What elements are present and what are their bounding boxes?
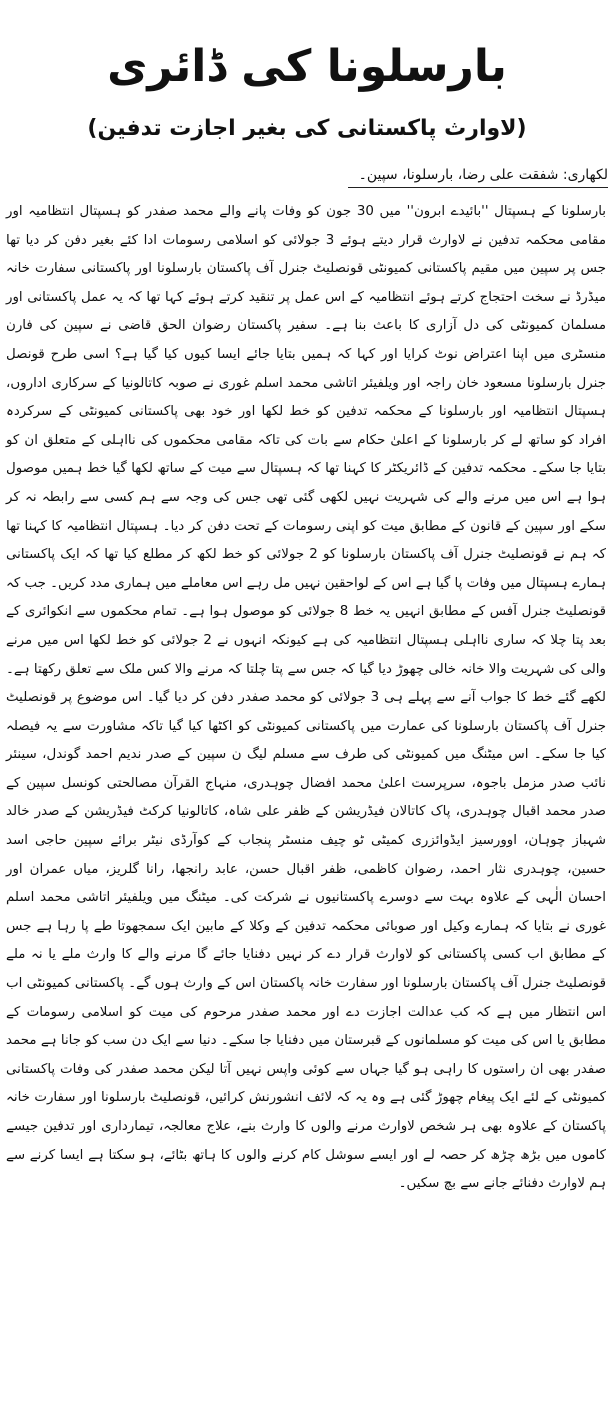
headline: بارسلونا کی ڈائری — [107, 41, 507, 93]
subheadline: (لاوارث پاکستانی کی بغیر اجازت تدفین) — [87, 116, 527, 142]
article-body — [6, 198, 606, 1199]
article-paragraph: بارسلونا کے ہسپتال ''بائیدے ابرون'' میں 30 جون کو وفات پانے والے محمد صفدر کو ہسپتال انتظامیہ اور مقامی محکمہ تدفین نے لاوارث قرار دیتے ہوئے 3 جولائی کو اسلامی رسومات ادا کئے بغیر دفن کر دیا تھا جس پر سپین میں مقیم پاکستانی کمیونٹی قونصلیٹ جنرل آف پاکستان بارسلونا اور پاکستانی سفارت خانہ میڈرڈ نے سخت احتجاج کرتے ہوئے انتظامیہ کے اس عمل پر تنقید کرتے ہوئے کہا تھا کہ یہ عمل پاکستانی اور مسلمان کمیونٹی کی دل آزاری کا باعث بنا ہے۔ سفیر پاکستان رضوان الحق قاضی نے سپین کی فارن منسٹری میں اپنا اعتراض نوٹ کرایا اور کہا کہ ہمیں بتایا جائے ایسا کیوں کیا گیا ہے؟ اسی طرح قونصل جنرل بارسلونا مسعود خان راجہ اور ویلفیئر اتاشی محمد اسلم غوری نے صوبہ کاتالونیا کے سرکاری اداروں، ہسپتال انتظامیہ اور بارسلونا کے محکمہ تدفین کو خط لکھا اور خود بھی پاکستانی کمیونٹی کے سرکردہ افراد کو ساتھ لے کر بارسلونا کے اعلیٰ حکام سے بات کی تاکہ مقامی محکموں کی نااہلی کے متعلق ان کو بتایا جا سکے۔ محکمہ تدفین کے ڈائریکٹر کا کہنا تھا کہ ہسپتال سے میت کے ساتھ لکھا گیا خط ہمیں موصول ہوا ہے اس میں مرنے والے کی شہریت نہیں لکھی گئی تھی جس کی وجہ سے ہم کسی سے رابطہ نہ کر سکے اور سپین کے قانون کے مطابق میت کو اپنی رسومات کے تحت دفن کر دیا۔ ہسپتال انتظامیہ کا کہنا تھا کہ ہم نے قونصلیٹ جنرل آف پاکستان بارسلونا کو 2 جولائی کو خط لکھ کر مطلع کیا تھا کہ ایک پاکستانی ہمارے ہسپتال میں وفات پا گیا ہے اس کے لواحقین نہیں مل رہے اس معاملے میں ہماری مدد کریں۔ جب کہ قونصلیٹ جنرل آفس کے مطابق انہیں یہ خط 8 جولائی کو موصول ہوا ہے۔ تمام محکموں سے انکوائری کے بعد پتا چلا کہ ساری نااہلی ہسپتال انتظامیہ کی ہے کیونکہ انہوں نے 2 جولائی کو خط لکھا اس میں مرنے والی کی شہریت والا خانہ خالی چھوڑ دیا گیا کہ جس سے پتا چلتا کہ مرنے والا کس ملک سے تعلق رکھتا ہے۔ لکھے گئے خط کا جواب آنے سے پہلے ہی 3 جولائی کو محمد صفدر دفن کر دیا گیا۔ اس موضوع پر قونصلیٹ جنرل آف پاکستان بارسلونا کی عمارت میں پاکستانی کمیونٹی کو اکٹھا کیا گیا تاکہ مشاورت سے یہ فیصلہ کیا جا سکے۔ اس میٹنگ میں کمیونٹی کی طرف سے مسلم لیگ ن سپین کے صدر ندیم احمد گوندل، سینئر نائب صدر مزمل باجوہ، سرپرست اعلیٰ محمد افضال چوہدری، منہاج القرآن مصالحتی کونسل سپین کے صدر محمد اقبال چوہدری، پاک کاتالان فیڈریشن کے ظفر علی شاہ، کاتالونیا کرکٹ فیڈریشن کے صدر خالد شہباز چوہان، اوورسیز ایڈوائزری کمیٹی ٹو چیف منسٹر پنجاب کے کوآرڈی نیٹر برائے سپین حاجی اسد حسین، چوہدری نثار احمد، رضوان کاظمی، ظفر اقبال حسن، عابد رانجھا، رانا گلریز، میاں عمران اور احسان الٰہی کے علاوہ بہت سے دوسرے پاکستانیوں نے شرکت کی۔ میٹنگ میں ویلفیئر اتاشی محمد اسلم غوری نے بتایا کہ ہمارے وکیل اور صوبائی محکمہ تدفین کے وکلا کے مابین ایک سمجھوتا طے پا رہا ہے جس کے مطابق اب کسی پاکستانی کو لاوارث قرار دے کر نہیں دفنایا جائے گا مرنے والے کا وارث ملے یا نہ ملے قونصلیٹ جنرل آف پاکستان بارسلونا اور سفارت خانہ پاکستان اس کے وارث ہوں گے۔ پاکستانی کمیونٹی اب اس انتظار میں ہے کہ کب عدالت اجازت دے اور محمد صفدر مرحوم کی میت کو اسلامی رسومات کے مطابق یا اس کی میت کو مسلمانوں کے قبرستان میں دفنایا جا سکے۔ دنیا سے ایک دن سب کو جانا ہے محمد صفدر بھی ان راستوں کا راہی ہو گیا جہاں سے کوئی واپس نہیں آتا لیکن محمد صفدر کی وفات پاکستانی کمیونٹی کے لئے ایک پیغام چھوڑ گئی ہے وہ یہ کہ لائف انشورنش کرائیں، قونصلیٹ بارسلونا اور سفارت خانہ پاکستان کے علاوہ بھی ہر شخص لاوارث مرنے والوں کا وارث بنے، علاج معالجہ، تیمارداری اور تدفین جیسے کاموں میں بڑھ چڑھ کر حصہ لے اور ایسے سوشل کام کرنے والوں کا ہاتھ بٹائے، ہو سکتا ہے ایسا کرنے سے ہم لاوارث دفنائے جانے سے بچ سکیں۔ — [6, 204, 607, 1192]
byline: لکھاری: شفقت علی رضا، بارسلونا، سپین۔ — [348, 165, 608, 188]
